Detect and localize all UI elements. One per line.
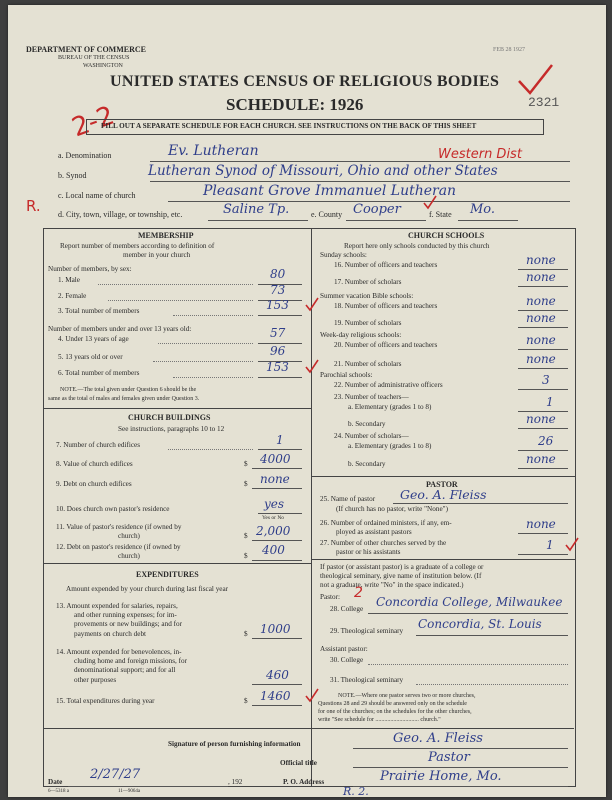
buildings-sub: See instructions, paragraphs 10 to 12 <box>118 425 225 433</box>
college-value: Concordia College, Milwaukee <box>376 595 563 609</box>
edifices-value: 1 <box>276 433 284 447</box>
residence-debt-label: 12. Debt on pastor's residence (if owned by <box>56 543 181 551</box>
by-sex-label: Number of members, by sex: <box>48 265 132 273</box>
total-expenditures-value: 1460 <box>260 689 291 703</box>
edifices-label: 7. Number of church edifices <box>56 441 141 449</box>
address-route-value: R. 2. <box>343 785 369 798</box>
local-name-value: Pleasant Grove Immanuel Lutheran <box>203 183 457 199</box>
denomination-label: a. Denomination <box>58 151 112 160</box>
signature-label: Signature of person furnishing information <box>168 740 301 748</box>
membership-note2: same as the total of males and females given under Question 3. <box>48 396 200 402</box>
buildings-heading: CHURCH BUILDINGS <box>128 413 211 422</box>
seminary-value: Concordia, St. Louis <box>418 617 542 631</box>
department-label: DEPARTMENT OF COMMERCE <box>26 45 147 54</box>
residence-value: 2,000 <box>256 524 291 538</box>
city-township-value: Saline Tp. <box>223 202 290 217</box>
pastor-name-value: Geo. A. Fleiss <box>400 487 487 502</box>
form-code-2: 11—9064a <box>118 789 141 794</box>
synod-correction: Western Dist <box>438 147 522 162</box>
denomination-value: Ev. Lutheran <box>168 143 259 159</box>
female-label: 2. Female <box>58 292 87 300</box>
date-value: 2/27/27 <box>90 767 141 782</box>
edifice-debt-label: 9. Debt on church edifices <box>56 480 132 488</box>
female-value: 73 <box>270 283 286 297</box>
membership-sub1: Report number of members according to definition of <box>60 242 215 250</box>
over13-label: 5. 13 years old or over <box>58 353 123 361</box>
benevolences-value: 460 <box>266 668 289 682</box>
handwritten-code: 2-2 <box>68 100 119 144</box>
state-label: f. State <box>429 210 452 219</box>
owns-residence-value: yes <box>264 497 285 511</box>
membership-heading: MEMBERSHIP <box>138 231 194 240</box>
synod-label: b. Synod <box>58 171 87 180</box>
residence-value-label: 11. Value of pastor's residence (if owned by <box>56 523 182 531</box>
membership-note1: NOTE.—The total given under Question 6 should be the <box>60 387 197 393</box>
running-expenses-value: 1000 <box>260 622 291 636</box>
bureau-label: BUREAU OF THE CENSUS <box>58 55 130 61</box>
red-tick-icon <box>422 195 438 211</box>
received-stamp: FEB 28 1927 <box>493 47 526 53</box>
red-tick-icon <box>564 537 580 553</box>
male-label: 1. Male <box>58 276 80 284</box>
total-members-value: 153 <box>266 298 289 312</box>
signature-value: Geo. A. Fleiss <box>393 731 483 746</box>
census-form: DEPARTMENT OF COMMERCE BUREAU OF THE CENSUS WASHINGTON UNITED STATES CENSUS OF RELIGIOUS BODIES SCHEDULE: 1926 FEB 28 1927 2321 2-2 R. FILL OUT A SEPARATE SCHEDULE FOR EACH CHURCH. SEE INSTRUCTIONS ON THE BACK OF THIS SHEET a. Denomination Ev. Lutheran b. Synod Lutheran Synod of Missouri, Ohio and other States Western Dist c. Local name of church Pleasant Grove Immanuel Lutheran d. City, town, village, or township, etc. Saline Tp. e. County Cooper f. State Mo. MEMBERSHIP Report number of members according to definition of member in your church Number of members, by sex: 1. Male 80 2. Female 73 3. Total number of members 153 Number of members under and over 13 years old: 4. Under 13 years of age 57 5. 13 years old or over 96 6. Total number of members 153 NOTE.—The total given under Question 6 should be the same as the total of males and females given under Question 3. CHURCH BUILDINGS See instructions, paragraphs 10 to 12 7. Number of church edifices 1 8. Value of church edifices $ 4000 9. Debt on church edifices $ none 10. Does church own pastor's residence yes Yes or No 11. Value of pastor's residence (if owned by church) $ 2,000 12. Debt on pastor's residence (if owned by church) $ 400 EXPENDITURES Amount expended by your church during last fiscal year 13. Amount expended for salaries, repairs, and other running expenses; for im- provements or new buildings; and for payments on church debt $ 1000 14. Amount expended for benevolences, in- cluding home and foreign missions, for denominational support; and for all other purposes 460 15. Total expenditures during year $ 1460 CHURCH SCHOOLS Report here only schools conducted by this church Sunday schools: 16. Number of officers and teachers none 17. Number of scholars none Summer vacation Bible schools: 18. Number of officers and teachers none 19. Number of scholars none Week-day religious schools: 20. Number of officers and teachers none 21. Number of scholars none Parochial schools: 22. Number of administrative officers 3 23. Number of teachers— a. Elementary (grades 1 to 8) 1 b. Secondary none 24. Number of scholars— a. Elementary (grades 1 to 8) 26 b. Secondary none PASTOR 25. Name of pastor Geo. A. Fleiss (If church has no pastor, write "None") 26. Number of ordained ministers, if any, em- ployed as assistant pastors none 27. Number of other churches served by the pastor or his assistants 1 If pastor (or assistant pastor) is a graduate of a college or theological seminary, give name of institution below. (If not a graduate, write "No" in the space indicated.) Pastor: 2 28. College Concordia College, Milwaukee 29. Theological seminary Concordia, St. Louis Assistant pastor: 30. College 31. Theological seminary NOTE.—Where one pastor serves two or more churches, Questions 28 and 29 should be answered only on the schedule for one of the churches; on the schedules for the other churches, write "See schedule for ............................. church." Signature of person furnishing information Geo. A. Fleiss Official title Pastor Date 2/27/27 , 192 P. O. Address Prairie Home, Mo. R. 2. 6—5318 a 11—9064a <box>8 5 606 797</box>
membership-sub2: member in your church <box>123 251 191 259</box>
county-value: Cooper <box>353 202 401 217</box>
official-title-value: Pastor <box>428 750 470 765</box>
male-value: 80 <box>270 267 286 281</box>
r-mark: R. <box>26 197 41 215</box>
county-label: e. County <box>311 210 343 219</box>
total-members-6-label: 6. Total number of members <box>58 369 140 377</box>
instruction-text: FILL OUT A SEPARATE SCHEDULE FOR EACH CHURCH. SEE INSTRUCTIONS ON THE BACK OF THIS SHEET <box>101 122 477 130</box>
form-code: 6—5318 a <box>48 789 69 794</box>
yes-no-hint: Yes or No <box>262 515 285 521</box>
red-tick-icon <box>304 688 320 704</box>
address-label: P. O. Address <box>283 778 325 786</box>
over13-value: 96 <box>270 344 286 358</box>
city-label: WASHINGTON <box>83 63 123 69</box>
state-value: Mo. <box>470 202 496 217</box>
date-label: Date <box>48 778 63 786</box>
schedule-title: SCHEDULE: 1926 <box>226 95 364 114</box>
schools-sub: Report here only schools conducted by this church <box>344 242 490 250</box>
synod-value: Lutheran Synod of Missouri, Ohio and other States <box>148 163 498 179</box>
red-tick-icon <box>304 297 320 313</box>
local-name-label: c. Local name of church <box>58 191 136 200</box>
total-expenditures-label: 15. Total expenditures during year <box>56 697 155 705</box>
instruction-bar <box>86 119 544 135</box>
official-title-label: Official title <box>280 759 317 767</box>
city-township-label: d. City, town, village, or township, etc. <box>58 210 183 219</box>
red-check-mark <box>516 63 556 97</box>
address-value: Prairie Home, Mo. <box>380 769 502 784</box>
total-members-6-value: 153 <box>266 360 289 374</box>
edifice-debt-value: none <box>260 472 290 486</box>
form-title: UNITED STATES CENSUS OF RELIGIOUS BODIES <box>110 73 500 90</box>
edifice-value: 4000 <box>260 452 291 466</box>
total-members-label: 3. Total number of members <box>58 307 140 315</box>
residence-debt-value: 400 <box>262 543 285 557</box>
under13-label: 4. Under 13 years of age <box>58 335 129 343</box>
edifice-value-label: 8. Value of church edifices <box>56 460 133 468</box>
form-number: 2321 <box>528 95 560 110</box>
expenditures-sub: Amount expended by your church during last fiscal year <box>66 585 229 593</box>
expenditures-heading: EXPENDITURES <box>136 570 199 579</box>
under13-value: 57 <box>270 326 286 340</box>
pastor-heading: PASTOR <box>426 480 458 489</box>
owns-residence-label: 10. Does church own pastor's residence <box>56 505 170 513</box>
red-tick-icon <box>304 359 320 375</box>
age-label: Number of members under and over 13 years old: <box>48 325 192 333</box>
schools-heading: CHURCH SCHOOLS <box>408 231 485 240</box>
